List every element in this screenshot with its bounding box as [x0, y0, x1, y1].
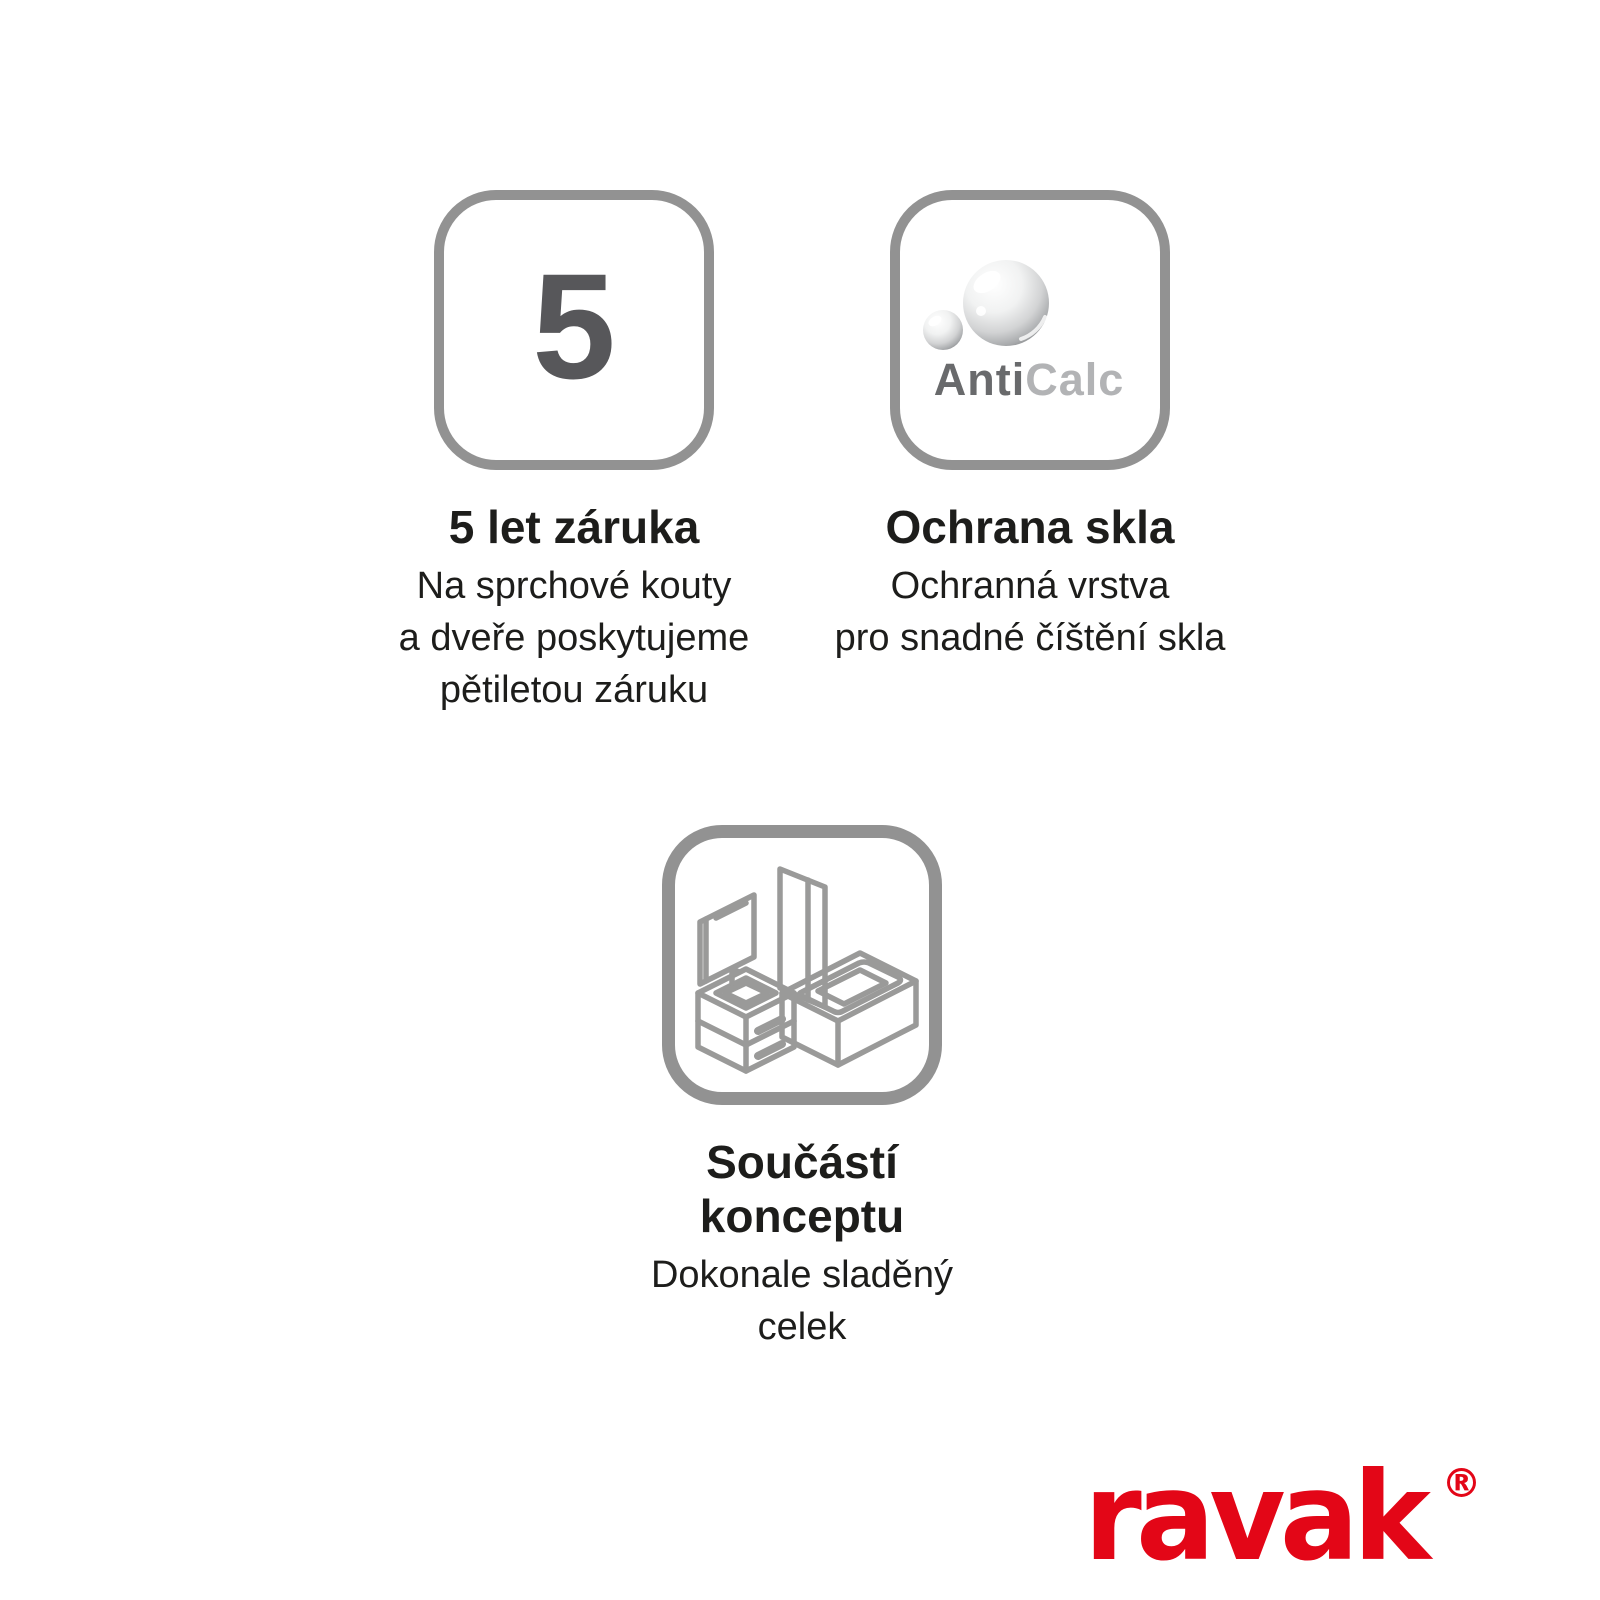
subtitle-line: a dveře poskytujeme	[398, 617, 750, 659]
feature-title: Ochrana skla	[885, 501, 1175, 553]
registered-trademark-icon: ®	[1441, 1461, 1482, 1507]
subtitle-line: Ochranná vrstva	[890, 565, 1170, 607]
feature-title	[562, 1135, 1042, 1243]
anticalc-bubbles-icon	[901, 201, 1159, 459]
subtitle-line: Dokonale sladěný	[650, 1254, 954, 1296]
subtitle-line: Na sprchové kouty	[416, 565, 732, 607]
feature-subtitle	[790, 560, 1270, 664]
feature-part-of-concept	[562, 825, 1042, 1353]
bathroom-set-icon	[675, 838, 929, 1092]
feature-subtitle	[562, 1249, 1042, 1353]
water-bubbles-icon	[923, 260, 1049, 350]
feature-subtitle	[334, 560, 814, 716]
subtitle-line: celek	[757, 1306, 847, 1348]
five-year-warranty-icon	[434, 190, 714, 470]
ravak-wordmark: ravak	[1084, 1446, 1426, 1588]
title-line: konceptu	[699, 1190, 905, 1242]
title-line: Součástí	[706, 1136, 898, 1188]
anticalc-icon	[890, 190, 1170, 470]
subtitle-line: pětiletou záruku	[439, 669, 709, 711]
feature-title: 5 let záruka	[448, 501, 700, 553]
ravak-logo	[1084, 1446, 1482, 1588]
anticalc-wordmark: AntiCalc	[933, 354, 1125, 405]
number-5-icon: 5	[532, 242, 616, 410]
bathroom-concept-icon	[662, 825, 942, 1105]
subtitle-line: pro snadné číštění skla	[834, 617, 1226, 659]
feature-five-year-warranty	[334, 190, 814, 716]
bathtub-icon	[782, 953, 916, 1065]
feature-glass-protection	[790, 190, 1270, 664]
